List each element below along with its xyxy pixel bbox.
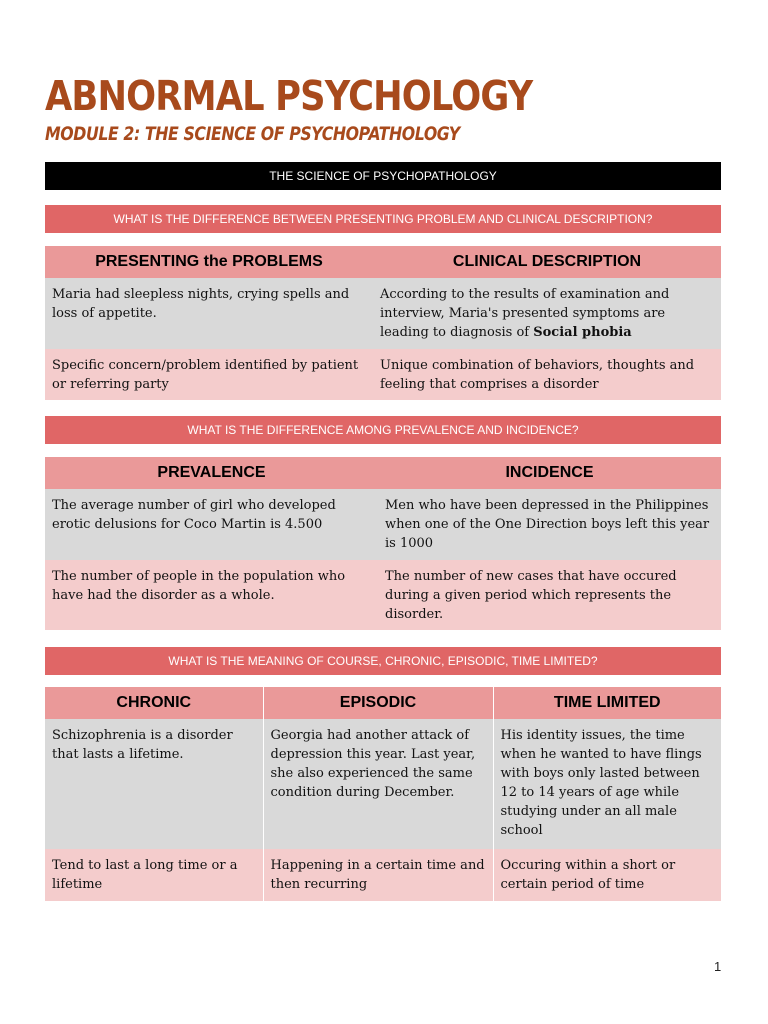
cell-incidence-definition: The number of new cases that have occured during a given period which represents the disorder. bbox=[378, 560, 721, 630]
table-course-types bbox=[45, 687, 721, 901]
header-episodic: EPISODIC bbox=[263, 687, 493, 719]
table-row bbox=[45, 349, 721, 400]
cell-time-limited-example: His identity issues, the time when he wanted to have flings with boys only lasted between 12 to 14 years of age while studying under an all male school bbox=[493, 719, 721, 849]
page-title: ABNORMAL PSYCHOLOGY bbox=[45, 72, 533, 120]
table-presenting-vs-clinical bbox=[45, 246, 721, 400]
cell-prevalence-definition: The number of people in the population who have had the disorder as a whole. bbox=[45, 560, 378, 630]
header-presenting-problems: PRESENTING the PROBLEMS bbox=[45, 246, 373, 278]
cell-episodic-example: Georgia had another attack of depression this year. Last year, she also experienced the same condition during December. bbox=[263, 719, 493, 849]
cell-chronic-definition: Tend to last a long time or a lifetime bbox=[45, 849, 263, 901]
table-row bbox=[45, 849, 721, 901]
cell-incidence-example: Men who have been depressed in the Philippines when one of the One Direction boys left this year is 1000 bbox=[378, 489, 721, 560]
table-prevalence-vs-incidence bbox=[45, 457, 721, 630]
cell-time-limited-definition: Occuring within a short or certain period of time bbox=[493, 849, 721, 901]
question-bar-1: WHAT IS THE DIFFERENCE BETWEEN PRESENTING PROBLEM AND CLINICAL DESCRIPTION? bbox=[45, 205, 721, 233]
cell-episodic-definition: Happening in a certain time and then recurring bbox=[263, 849, 493, 901]
page-subtitle: MODULE 2: THE SCIENCE OF PSYCHOPATHOLOGY bbox=[45, 123, 460, 145]
header-chronic: CHRONIC bbox=[45, 687, 263, 719]
question-bar-3: WHAT IS THE MEANING OF COURSE, CHRONIC, EPISODIC, TIME LIMITED? bbox=[45, 647, 721, 675]
cell-prevalence-example: The average number of girl who developed erotic delusions for Coco Martin is 4.500 bbox=[45, 489, 378, 560]
table-row bbox=[45, 560, 721, 630]
question-bar-2: WHAT IS THE DIFFERENCE AMONG PREVALENCE AND INCIDENCE? bbox=[45, 416, 721, 444]
table-row bbox=[45, 719, 721, 849]
table-row bbox=[45, 489, 721, 560]
cell-chronic-example: Schizophrenia is a disorder that lasts a lifetime. bbox=[45, 719, 263, 849]
cell-clinical-definition: Unique combination of behaviors, thoughts and feeling that comprises a disorder bbox=[373, 349, 721, 400]
page-number: 1 bbox=[714, 959, 722, 974]
emphasis-social-phobia: Social phobia bbox=[533, 325, 632, 340]
cell-clinical-example bbox=[373, 278, 721, 349]
header-time-limited: TIME LIMITED bbox=[493, 687, 721, 719]
header-prevalence: PREVALENCE bbox=[45, 457, 378, 489]
table-row bbox=[45, 278, 721, 349]
cell-presenting-example: Maria had sleepless nights, crying spells and loss of appetite. bbox=[45, 278, 373, 349]
header-clinical-description: CLINICAL DESCRIPTION bbox=[373, 246, 721, 278]
cell-presenting-definition: Specific concern/problem identified by patient or referring party bbox=[45, 349, 373, 400]
header-incidence: INCIDENCE bbox=[378, 457, 721, 489]
section-title-bar: THE SCIENCE OF PSYCHOPATHOLOGY bbox=[45, 162, 721, 190]
cell-clinical-example-text: According to the results of examination and interview, Maria's presented symptoms are leading to diagnosis of bbox=[380, 287, 670, 340]
